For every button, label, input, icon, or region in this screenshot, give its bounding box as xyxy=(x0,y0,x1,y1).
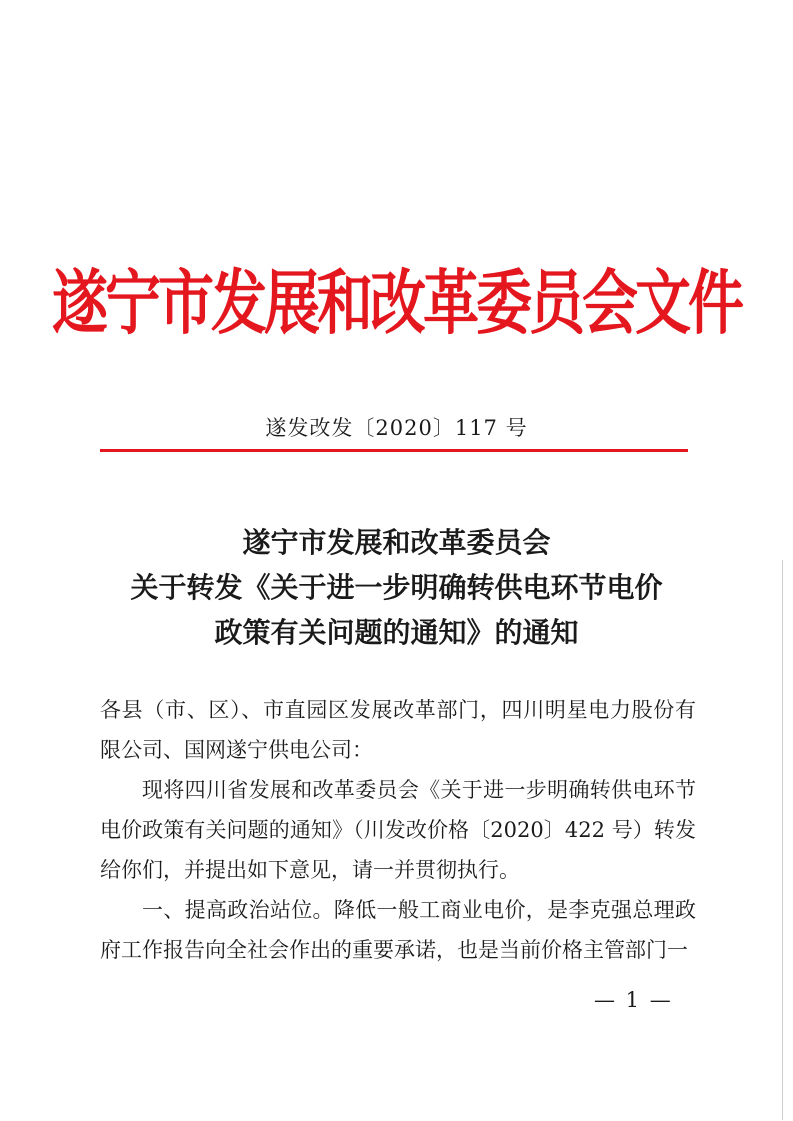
subject-line-1: 遂宁市发展和改革委员会 xyxy=(242,526,551,559)
body-paragraph-2: 一、提高政治站位。降低一般工商业电价，是李克强总理政府工作报告向全社会作出的重要承诺，也是当前价格主管部门一 xyxy=(100,898,696,962)
red-separator-line xyxy=(100,449,688,452)
body-paragraph-1: 现将四川省发展和改革委员会《关于进一步明确转供电环节电价政策有关问题的通知》（川发改价格〔2020〕422 号）转发给你们，并提出如下意见，请一并贯彻执行。 xyxy=(100,778,696,882)
subject-line-3: 政策有关问题的通知》的通知 xyxy=(214,616,579,649)
document-body xyxy=(100,690,696,970)
document-number: 遂发改发〔2020〕117 号 xyxy=(265,416,528,440)
document-subject xyxy=(0,520,793,655)
scan-edge-line xyxy=(782,560,783,1120)
subject-line-2: 关于转发《关于进一步明确转供电环节电价 xyxy=(130,571,663,604)
addressee: 各县（市、区）、市直园区发展改革部门，四川明星电力股份有限公司、国网遂宁供电公司： xyxy=(100,698,696,762)
page-number: — 1 — xyxy=(594,988,673,1012)
issuing-authority-title: 遂宁市发展和改革委员会文件 xyxy=(52,263,741,345)
